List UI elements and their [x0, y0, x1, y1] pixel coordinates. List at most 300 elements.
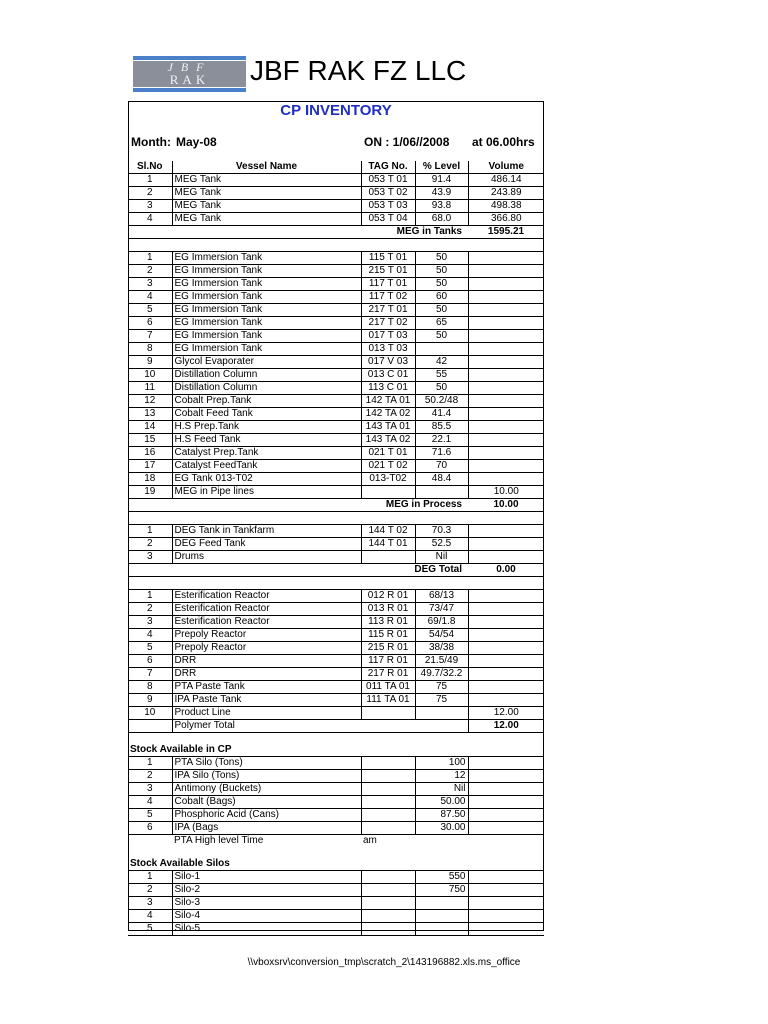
tag-no: 143 TA 02	[361, 434, 415, 447]
tag-no: 021 T 01	[361, 447, 415, 460]
volume	[468, 317, 544, 330]
month-label: Month:	[131, 135, 171, 149]
inventory-table	[128, 161, 544, 936]
at-time: at 06.00hrs	[472, 135, 535, 149]
vessel-name: Silo-4	[172, 910, 361, 923]
volume	[468, 821, 544, 834]
table-row	[128, 460, 544, 473]
sl-no: 1	[128, 756, 172, 769]
sl-no: 3	[128, 897, 172, 910]
volume: 12.00	[468, 706, 544, 719]
vessel-name: PTA Silo (Tons)	[172, 756, 361, 769]
volume	[468, 910, 544, 923]
section-title-row	[128, 732, 544, 756]
volume	[468, 524, 544, 537]
tag-no: 142 TA 01	[361, 395, 415, 408]
tag-no: 012 R 01	[361, 589, 415, 602]
total-label: MEG in Tanks	[128, 226, 468, 239]
sl-no: 12	[128, 395, 172, 408]
volume	[468, 769, 544, 782]
tag-no	[361, 871, 415, 884]
volume	[468, 304, 544, 317]
tag-no: 113 C 01	[361, 382, 415, 395]
sl-no: 18	[128, 473, 172, 486]
level: 52.5	[415, 537, 468, 550]
table-row	[128, 680, 544, 693]
company-logo	[133, 56, 246, 92]
tag-no: 053 T 04	[361, 213, 415, 226]
blank	[415, 834, 468, 847]
level	[415, 343, 468, 356]
table-row	[128, 782, 544, 795]
level	[415, 910, 468, 923]
level: 41.4	[415, 408, 468, 421]
vessel-name: MEG Tank	[172, 200, 361, 213]
table-row	[128, 174, 544, 187]
sl-no: 2	[128, 537, 172, 550]
tag-no: 117 T 02	[361, 291, 415, 304]
level: 38/38	[415, 641, 468, 654]
tag-no: 215 R 01	[361, 641, 415, 654]
vessel-name: DRR	[172, 667, 361, 680]
tag-no: 013 C 01	[361, 369, 415, 382]
vessel-name: Product Line	[172, 706, 361, 719]
page-title: CP INVENTORY	[280, 102, 392, 119]
vessel-name: H.S Prep.Tank	[172, 421, 361, 434]
volume	[468, 291, 544, 304]
vessel-name: Drums	[172, 550, 361, 563]
tag-no	[361, 923, 415, 936]
tag-no	[361, 756, 415, 769]
sl-no	[128, 834, 172, 847]
table-row	[128, 330, 544, 343]
sl-no: 17	[128, 460, 172, 473]
tag-no: 013 T 03	[361, 343, 415, 356]
sl-no: 4	[128, 910, 172, 923]
volume	[468, 628, 544, 641]
level: 50.00	[415, 795, 468, 808]
level: 50	[415, 252, 468, 265]
table-row	[128, 693, 544, 706]
table-row	[128, 795, 544, 808]
tag-no	[361, 897, 415, 910]
vessel-name: Esterification Reactor	[172, 602, 361, 615]
volume	[468, 434, 544, 447]
vessel-name: Distillation Column	[172, 382, 361, 395]
tag-no: 215 T 01	[361, 265, 415, 278]
vessel-name: EG Immersion Tank	[172, 343, 361, 356]
tag-no: 111 TA 01	[361, 693, 415, 706]
vessel-name: Distillation Column	[172, 369, 361, 382]
sl-no: 1	[128, 174, 172, 187]
volume	[468, 343, 544, 356]
vessel-name: MEG Tank	[172, 174, 361, 187]
volume	[468, 395, 544, 408]
level: 75	[415, 680, 468, 693]
level: Nil	[415, 550, 468, 563]
tag-no	[361, 782, 415, 795]
vessel-name: EG Tank 013-T02	[172, 473, 361, 486]
spacer-cell	[128, 239, 544, 252]
vessel-name: MEG Tank	[172, 187, 361, 200]
vessel-name: Esterification Reactor	[172, 615, 361, 628]
level	[415, 897, 468, 910]
tag-no	[361, 808, 415, 821]
tag-no	[361, 486, 415, 499]
company-name: JBF RAK FZ LLC	[250, 55, 467, 86]
sl-no: 8	[128, 680, 172, 693]
level: 50	[415, 330, 468, 343]
level: Nil	[415, 782, 468, 795]
table-row	[128, 910, 544, 923]
pta-high-value: am	[363, 834, 377, 846]
sl-no: 1	[128, 589, 172, 602]
volume	[468, 408, 544, 421]
tag-no: 217 R 01	[361, 667, 415, 680]
vessel-name: Silo-1	[172, 871, 361, 884]
tag-no: 117 T 01	[361, 278, 415, 291]
spacer-row	[128, 512, 544, 525]
table-row	[128, 628, 544, 641]
table-row	[128, 615, 544, 628]
total-row	[128, 563, 544, 576]
tag-no: 117 R 01	[361, 654, 415, 667]
tag-no: 011 TA 01	[361, 680, 415, 693]
vessel-name: MEG in Pipe lines	[172, 486, 361, 499]
vessel-name: EG Immersion Tank	[172, 330, 361, 343]
sl-no: 1	[128, 524, 172, 537]
sl-no: 5	[128, 641, 172, 654]
vessel-name: EG Immersion Tank	[172, 317, 361, 330]
total-row	[128, 499, 544, 512]
vessel-name: Catalyst FeedTank	[172, 460, 361, 473]
level: 12	[415, 769, 468, 782]
blank	[468, 834, 544, 847]
sl-no: 4	[128, 291, 172, 304]
level: 750	[415, 884, 468, 897]
sl-no: 2	[128, 884, 172, 897]
sl-no: 9	[128, 693, 172, 706]
volume: 498.38	[468, 200, 544, 213]
volume	[468, 252, 544, 265]
tag-no: 017 V 03	[361, 356, 415, 369]
table-row	[128, 434, 544, 447]
level: 42	[415, 356, 468, 369]
level: 50	[415, 265, 468, 278]
sl-no: 19	[128, 486, 172, 499]
table-row	[128, 537, 544, 550]
level: 68/13	[415, 589, 468, 602]
level: 70.3	[415, 524, 468, 537]
level: 48.4	[415, 473, 468, 486]
tag-no: 217 T 02	[361, 317, 415, 330]
volume	[468, 421, 544, 434]
logo-line1: JBF	[167, 60, 212, 74]
volume: 486.14	[468, 174, 544, 187]
section-title: Stock Available in CP	[128, 732, 544, 756]
volume	[468, 473, 544, 486]
tag-no: 053 T 03	[361, 200, 415, 213]
sl-no: 5	[128, 808, 172, 821]
volume	[468, 265, 544, 278]
table-row	[128, 252, 544, 265]
level: 49.7/32.2	[415, 667, 468, 680]
table-row	[128, 265, 544, 278]
col-level-header: % Level	[415, 161, 468, 174]
vessel-name: Prepoly Reactor	[172, 628, 361, 641]
volume: 10.00	[468, 486, 544, 499]
sl-no: 2	[128, 187, 172, 200]
level: 93.8	[415, 200, 468, 213]
level: 50	[415, 382, 468, 395]
sl-no: 7	[128, 667, 172, 680]
sl-no: 5	[128, 304, 172, 317]
vessel-name: DEG Feed Tank	[172, 537, 361, 550]
total-label: DEG Total	[128, 563, 468, 576]
table-row	[128, 871, 544, 884]
volume	[468, 460, 544, 473]
sl-no: 3	[128, 278, 172, 291]
level: 22.1	[415, 434, 468, 447]
vessel-name: Esterification Reactor	[172, 589, 361, 602]
volume	[468, 871, 544, 884]
level: 50.2/48	[415, 395, 468, 408]
tag-no	[361, 821, 415, 834]
vessel-name: Silo-5	[172, 923, 361, 936]
table-row	[128, 667, 544, 680]
volume	[468, 602, 544, 615]
table-row	[128, 524, 544, 537]
section-title-row	[128, 847, 544, 871]
sl-no: 3	[128, 200, 172, 213]
volume	[468, 550, 544, 563]
table-row	[128, 550, 544, 563]
sl-no: 11	[128, 382, 172, 395]
table-row	[128, 706, 544, 719]
total-value: 0.00	[468, 563, 544, 576]
table-row	[128, 473, 544, 486]
table-row	[128, 278, 544, 291]
table-row	[128, 654, 544, 667]
vessel-name: Cobalt Prep.Tank	[172, 395, 361, 408]
logo-line2: RAK	[169, 72, 210, 87]
vessel-name: DEG Tank in Tankfarm	[172, 524, 361, 537]
section-title: Stock Available Silos	[128, 847, 544, 871]
volume	[468, 667, 544, 680]
volume	[468, 641, 544, 654]
table-row	[128, 486, 544, 499]
level: 54/54	[415, 628, 468, 641]
tag-no	[361, 884, 415, 897]
level: 100	[415, 756, 468, 769]
tag-no: 021 T 02	[361, 460, 415, 473]
vessel-name: EG Immersion Tank	[172, 265, 361, 278]
table-row	[128, 421, 544, 434]
tag-no	[361, 550, 415, 563]
level: 50	[415, 304, 468, 317]
file-path-footer: \\vboxsrv\conversion_tmp\scratch_2\143196882.xls.ms_office	[247, 957, 521, 968]
spacer-cell	[128, 576, 544, 589]
volume	[468, 923, 544, 936]
vessel-name: EG Immersion Tank	[172, 252, 361, 265]
level: 70	[415, 460, 468, 473]
volume	[468, 782, 544, 795]
sl-no: 4	[128, 795, 172, 808]
sl-no: 16	[128, 447, 172, 460]
vessel-name: Cobalt Feed Tank	[172, 408, 361, 421]
tag-no: 143 TA 01	[361, 421, 415, 434]
level: 71.6	[415, 447, 468, 460]
volume: 243.89	[468, 187, 544, 200]
table-row	[128, 369, 544, 382]
table-row	[128, 187, 544, 200]
tag-no: 053 T 01	[361, 174, 415, 187]
spacer-cell	[128, 512, 544, 525]
logo-bottom-bar	[133, 88, 246, 92]
sl-no: 3	[128, 782, 172, 795]
level: 68.0	[415, 213, 468, 226]
volume	[468, 808, 544, 821]
table-row	[128, 304, 544, 317]
level: 85.5	[415, 421, 468, 434]
level: 69/1.8	[415, 615, 468, 628]
sl-no: 9	[128, 356, 172, 369]
vessel-name: EG Immersion Tank	[172, 291, 361, 304]
sl-no: 6	[128, 654, 172, 667]
tag-no: 144 T 02	[361, 524, 415, 537]
level: 87.50	[415, 808, 468, 821]
total-row	[128, 226, 544, 239]
volume	[468, 615, 544, 628]
tag-no	[361, 910, 415, 923]
sl-no: 6	[128, 821, 172, 834]
pta-high-level-row	[128, 834, 544, 847]
table-row	[128, 213, 544, 226]
table-row	[128, 200, 544, 213]
sl-no	[128, 719, 172, 732]
sl-no: 2	[128, 769, 172, 782]
volume	[468, 589, 544, 602]
vessel-name: Silo-3	[172, 897, 361, 910]
polymer-total-value: 12.00	[468, 719, 544, 732]
volume	[468, 654, 544, 667]
volume	[468, 278, 544, 291]
spacer-row	[128, 239, 544, 252]
sl-no: 14	[128, 421, 172, 434]
total-value: 1595.21	[468, 226, 544, 239]
sl-no: 10	[128, 369, 172, 382]
level: 60	[415, 291, 468, 304]
tag-no: 053 T 02	[361, 187, 415, 200]
tag-no: 144 T 01	[361, 537, 415, 550]
logo-mark	[133, 61, 246, 87]
vessel-name: MEG Tank	[172, 213, 361, 226]
level: 50	[415, 278, 468, 291]
vessel-name: Antimony (Buckets)	[172, 782, 361, 795]
polymer-total-row	[128, 719, 544, 732]
pta-high-label: PTA High level Time	[174, 834, 264, 846]
level: 91.4	[415, 174, 468, 187]
vessel-name: EG Immersion Tank	[172, 278, 361, 291]
spacer-row	[128, 576, 544, 589]
level: 65	[415, 317, 468, 330]
polymer-total-label: Polymer Total	[172, 719, 468, 732]
sl-no: 7	[128, 330, 172, 343]
table-row	[128, 343, 544, 356]
vessel-name: Prepoly Reactor	[172, 641, 361, 654]
col-slno-header: Sl.No	[128, 161, 172, 174]
table-row	[128, 923, 544, 936]
vessel-name: EG Immersion Tank	[172, 304, 361, 317]
tag-no: 017 T 03	[361, 330, 415, 343]
volume	[468, 756, 544, 769]
tag-no: 013-T02	[361, 473, 415, 486]
vessel-name: Cobalt (Bags)	[172, 795, 361, 808]
sl-no: 15	[128, 434, 172, 447]
tag-no: 115 R 01	[361, 628, 415, 641]
vessel-name: IPA (Bags	[172, 821, 361, 834]
vessel-name: DRR	[172, 654, 361, 667]
table-row	[128, 808, 544, 821]
sl-no: 2	[128, 602, 172, 615]
volume	[468, 693, 544, 706]
tag-no: 142 TA 02	[361, 408, 415, 421]
vessel-name: IPA Paste Tank	[172, 693, 361, 706]
month-value: May-08	[176, 135, 217, 149]
sl-no: 6	[128, 317, 172, 330]
col-volume-header: Volume	[468, 161, 544, 174]
level: 73/47	[415, 602, 468, 615]
level: 550	[415, 871, 468, 884]
sl-no: 3	[128, 550, 172, 563]
volume	[468, 330, 544, 343]
volume	[468, 884, 544, 897]
table-row	[128, 356, 544, 369]
sl-no: 8	[128, 343, 172, 356]
table-row	[128, 317, 544, 330]
volume	[468, 795, 544, 808]
sl-no: 1	[128, 871, 172, 884]
tag-no	[361, 706, 415, 719]
table-row	[128, 589, 544, 602]
vessel-name: H.S Feed Tank	[172, 434, 361, 447]
volume: 366.80	[468, 213, 544, 226]
table-row	[128, 884, 544, 897]
volume	[468, 537, 544, 550]
on-date: ON : 1/06//2008	[364, 135, 450, 149]
total-label: MEG in Process	[128, 499, 468, 512]
table-row	[128, 641, 544, 654]
table-row	[128, 382, 544, 395]
col-tag-header: TAG No.	[361, 161, 415, 174]
volume	[468, 680, 544, 693]
tag-no: 113 R 01	[361, 615, 415, 628]
table-row	[128, 897, 544, 910]
vessel-name: Catalyst Prep.Tank	[172, 447, 361, 460]
sl-no: 1	[128, 252, 172, 265]
tag-no: 013 R 01	[361, 602, 415, 615]
header-row	[128, 161, 544, 174]
volume	[468, 369, 544, 382]
sl-no: 2	[128, 265, 172, 278]
level: 30.00	[415, 821, 468, 834]
volume	[468, 356, 544, 369]
table-row	[128, 769, 544, 782]
total-value: 10.00	[468, 499, 544, 512]
sl-no: 5	[128, 923, 172, 936]
tag-no: 115 T 01	[361, 252, 415, 265]
vessel-name: Glycol Evaporater	[172, 356, 361, 369]
